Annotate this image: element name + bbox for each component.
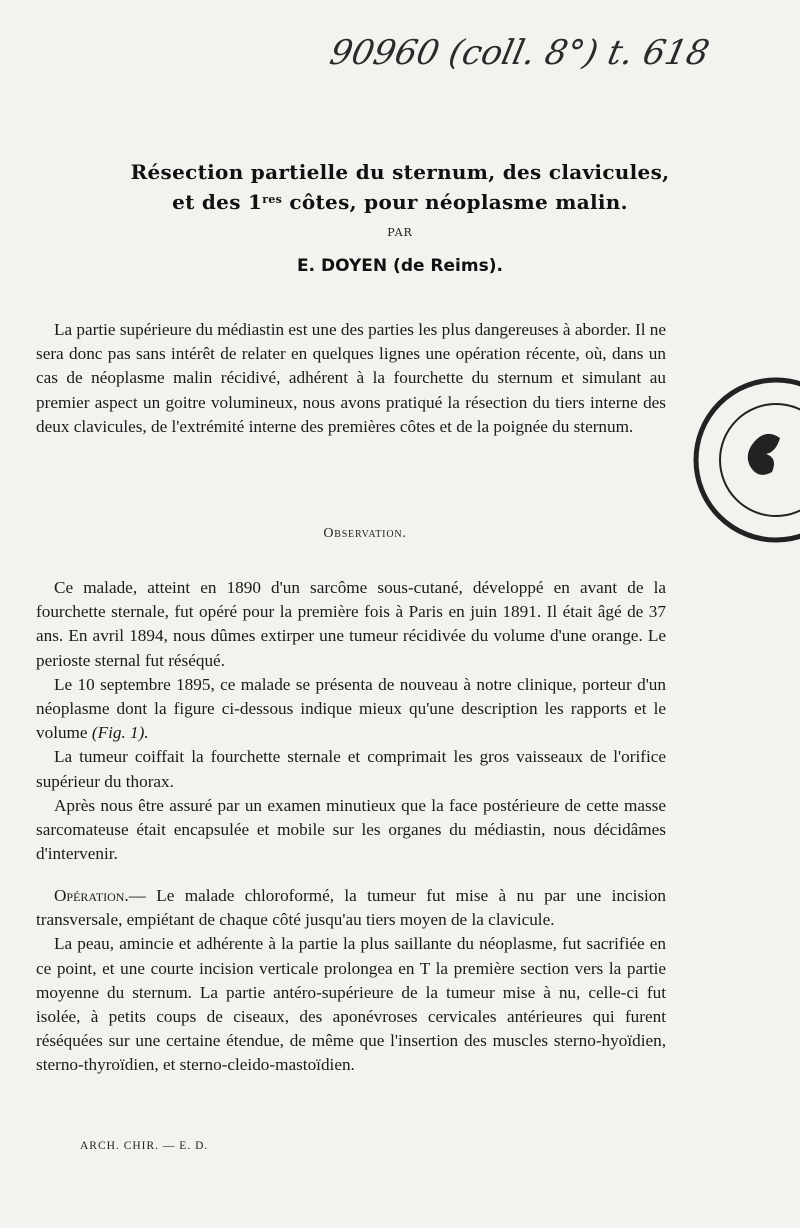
article-title [20, 158, 780, 216]
title-line-2-start: et des 1 [172, 190, 263, 214]
operation-paragraph-text: Le malade chloroformé, la tumeur fut mise à nu par une incision transversale, empiétant de chaque côté jusqu'au tiers moyen de la clavicule. [36, 886, 666, 930]
figure-reference: (Fig. 1). [91, 723, 149, 743]
title-line-2 [20, 186, 780, 216]
title-line-1: Résection partielle du sternum, des clavicules, [130, 160, 670, 184]
observation-section [36, 576, 666, 866]
observation-heading-text: Observation. [323, 526, 407, 541]
observation-paragraph: Ce malade, atteint en 1890 d'un sarcôme sous-cutané, développé en avant de la fourchette sternale, fut opéré pour la première fois à Paris en juin 1891. Il était âgé de 37 ans. En avril 1894, nous dûmes extirper une tumeur récidivée du volume d'une orange. Le perioste sternal fut réséqué. [36, 578, 666, 670]
intro-paragraph [36, 318, 666, 439]
operation-label: Opération.— [54, 886, 146, 905]
operation-section [36, 884, 666, 1078]
observation-paragraph: Après nous être assuré par un examen minutieux que la face postérieure de cette masse sarcomateuse était encapsulée et mobile sur les organes du médiastin, nous décidâmes d'intervenir. [36, 795, 666, 864]
observation-heading [0, 526, 730, 542]
stamp-emblem [748, 434, 780, 475]
title-superscript: res [262, 193, 283, 206]
handwritten-shelfmark [326, 18, 713, 88]
observation-paragraph [36, 673, 666, 746]
byline-par: PAR [387, 226, 413, 239]
intro-text: La partie supérieure du médiastin est une des parties les plus dangereuses à aborder. Il ne sera donc pas sans intérêt de relater en quelques lignes une opération récente, où, dans un cas de néoplasme malin récidivé, adhérent à la fourchette du sternum et simulant au premier aspect un goitre volumineux, nous avons pratiqué la résection du tiers interne des deux clavicules, de l'extrémité interne des premières côtes et de la poignée du sternum. [36, 320, 666, 436]
footer-signature: ARCH. CHIR. — E. D. [80, 1140, 209, 1152]
observation-paragraph-text: Le 10 septembre 1895, ce malade se présenta de nouveau à notre clinique, porteur d'un néoplasme dont la figure ci-dessous indique mieux qu'une description les rapports et le volume [36, 674, 666, 743]
author: E. DOYEN (de Reims). [297, 256, 503, 276]
operation-paragraph [36, 884, 666, 932]
observation-paragraph: La tumeur coiffait la fourchette sternale et comprimait les gros vaisseaux de l'orifice supérieur du thorax. [36, 747, 666, 791]
title-line-2-end: côtes, pour néoplasme malin. [282, 190, 628, 214]
operation-paragraph: La peau, amincie et adhérente à la partie la plus saillante du néoplasme, fut sacrifiée en ce point, et une courte incision verticale prolongea en T la première section vers la partie moyenne du sternum. La partie antéro-supérieure de la tumeur mise à nu, celle-ci fut isolée, à petits coups de ciseaux, des aponévroses cervicales antérieures qui furent réséquées sur une certaine étendue, de même que l'insertion des muscles sterno-hyoïdien, sterno-thyroïdien, et sterno-cleido-mastoïdien. [36, 934, 666, 1075]
library-stamp [676, 372, 800, 547]
shelfmark-text: 90960 (coll. 8°) t. 618 [326, 33, 713, 73]
